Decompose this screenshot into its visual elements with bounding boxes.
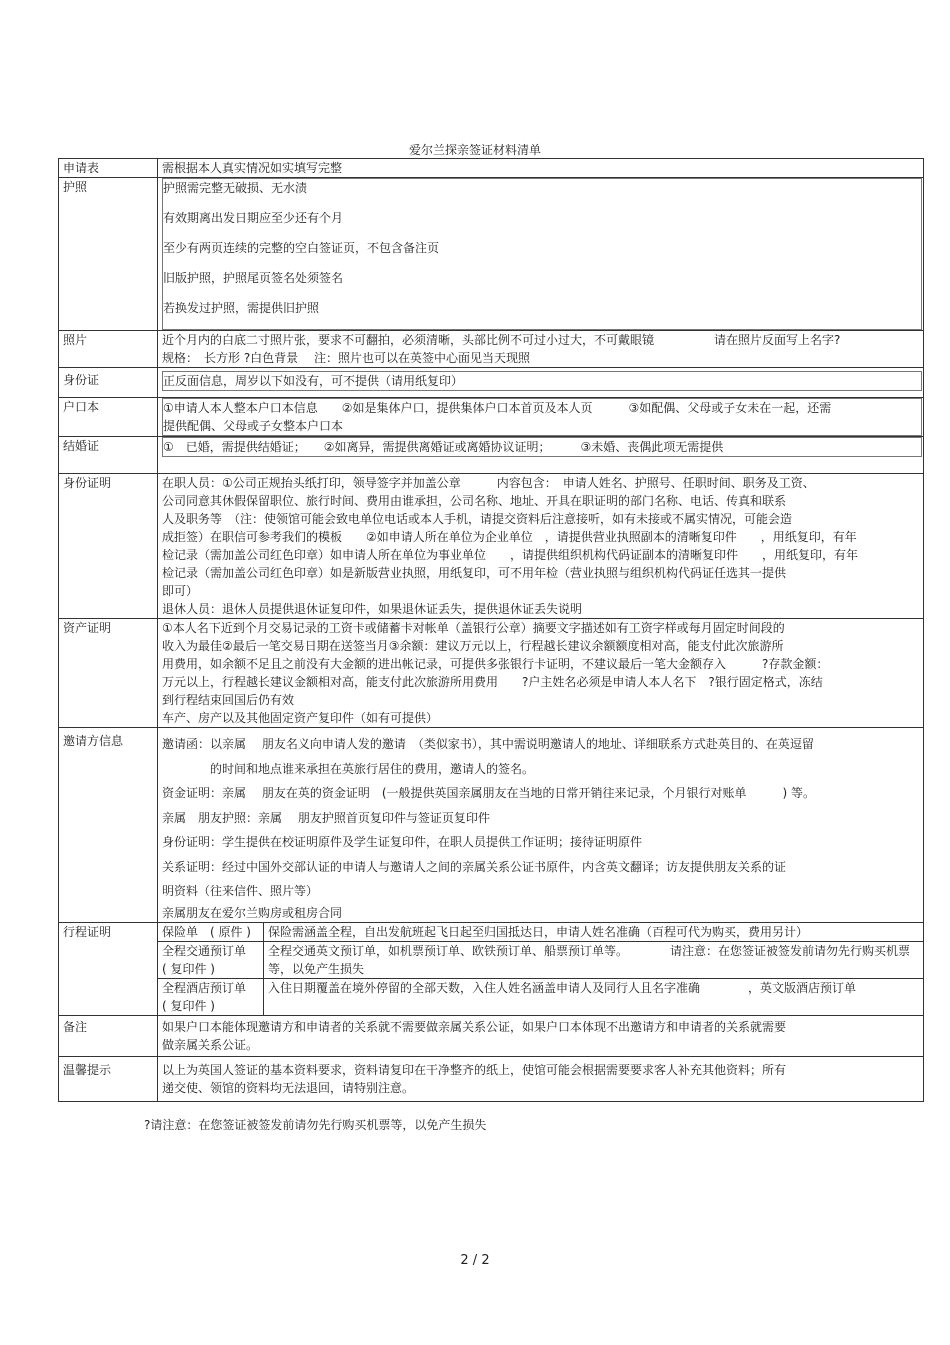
row-label: 身份证	[59, 368, 158, 398]
remarks-line: 如果户口本能体现邀请方和申请者的关系就不需要做亲属关系公证，如果户口本体现不出邀请方和申请者的关系就需要	[162, 1019, 787, 1034]
hukou-line: 提供配偶、父母或子女整本户口本	[163, 419, 344, 433]
row-assets	[59, 619, 924, 728]
assets-line: 车产、房产以及其他固定资产复印件（如有可提供）	[162, 711, 439, 725]
row-label: 申请表	[59, 159, 158, 178]
inviter-line: 亲属 朋友护照：亲属 朋友护照首页复印件与签证页复印件	[162, 810, 490, 825]
row-label: 身份证明	[59, 474, 158, 619]
assets-line: ①本人名下近到个月交易记录的工资卡或储蓄卡对帐单（盖银行公章）摘要文字描述如有工资字样或每月固定时间段的	[162, 621, 785, 635]
idcard-box: 正反面信息，周岁以下如没有，可不提供（请用纸复印）	[162, 371, 922, 391]
row-content	[158, 398, 924, 437]
employment-line: 人及职务等 （注：使领馆可能会致电单位电话或本人手机，请提交资料后注意接听，如有未接或不属实情况，可能会造	[162, 512, 793, 526]
tips-line: 以上为英国人签证的基本资料要求，资料请复印在干净整齐的纸上，使馆可能会根据需要要求客人补充其他资料；所有	[162, 1062, 787, 1077]
employment-line: 即可）	[162, 584, 199, 598]
inviter-line: 资金证明：亲属 朋友在英的资金证明 (一般提供英国亲属朋友在当地的日常开销往来记录，个月银行对账单 ) 等。	[162, 786, 815, 800]
assets-line: 收入为最佳②最后一笔交易日期在送签当月③余额：建议万元以上，行程越长建议余额额度相对高，能支付此次旅游所	[162, 639, 784, 653]
itinerary-item-desc: 全程交通英文预订单，如机票预订单、欧铁预订单、船票预订单等。 请注意：在您签证被签发前请勿先行购买机票等，以免产生损失	[264, 941, 924, 978]
row-content	[158, 1056, 924, 1101]
assets-line: 到行程结束回国后仍有效	[162, 693, 295, 707]
assets-line: 用费用，如余额不足且之前没有大金额的进出帐记录，可提供多张银行卡证明，不建议最后一笔大金额存入 ?存款金额：	[162, 657, 829, 671]
row-content	[158, 368, 924, 398]
row-label: 资产证明	[59, 619, 158, 728]
row-content	[158, 331, 924, 368]
row-passport	[59, 178, 924, 331]
passport-line: 有效期离出发日期应至少还有个月	[163, 211, 344, 225]
row-tips	[59, 1056, 924, 1101]
hukou-box	[162, 398, 922, 436]
passport-line: 若换发过护照，需提供旧护照	[163, 301, 320, 315]
row-employment	[59, 474, 924, 619]
row-content	[158, 728, 924, 923]
inviter-line: 邀请函：以亲属 朋友名义向申请人发的邀请 （类似家书），其中需说明邀请人的地址、详细联系方式赴英目的、在英逗留	[162, 737, 814, 751]
tips-line: 递交使、领馆的资料均无法退回，请特别注意。	[162, 1080, 415, 1095]
employment-line: 检记录（需加盖公司红色印章）如申请人所在单位为事业单位 ，请提供组织机构代码证副本的清晰复印件 ，用纸复印，有年	[162, 548, 859, 562]
row-content	[158, 1015, 924, 1056]
itinerary-subtable	[158, 923, 923, 1015]
photo-line: 规格： 长方形 ?白色背景 注：照片也可以在英签中心面见当天现照	[162, 351, 531, 365]
row-content	[158, 178, 924, 331]
inviter-line: 的时间和地点谁来承担在英旅行居住的费用，邀请人的签名。	[162, 761, 535, 776]
row-label: 户口本	[59, 398, 158, 437]
row-label: 邀请方信息	[59, 728, 158, 923]
row-content: 需根据本人真实情况如实填写完整	[158, 159, 924, 178]
row-inviter	[59, 728, 924, 923]
passport-line: 护照需完整无破损、无水渍	[163, 181, 308, 195]
inviter-line: 关系证明：经过中国外交部认证的申请人与邀请人之间的亲属关系公证书原件，内含英文翻译；访友提供朋友关系的证	[162, 859, 787, 874]
employment-line: 在职人员：①公司正规抬头纸打印，领导签字并加盖公章 内容包含： 申请人姓名、护照号、任职时间、职务及工资、	[162, 476, 815, 490]
inviter-line: 明资料（往来信件、照片等）	[162, 884, 319, 898]
hukou-line: ①申请人本人整本户口本信息 ②如是集体户口，提供集体户口本首页及本人页 ③如配偶、父母或子女未在一起，还需	[163, 401, 832, 415]
row-content	[158, 922, 924, 1015]
row-label: 备注	[59, 1015, 158, 1056]
passport-line: 旧版护照，护照尾页签名处须签名	[163, 271, 344, 285]
itinerary-item	[158, 941, 923, 978]
employment-line: 成拒签）在职信可参考我们的模板 ②如申请人所在单位为企业单位 ，请提供营业执照副本的清晰复印件 ，用纸复印，有年	[162, 530, 857, 544]
assets-line: 万元以上，行程越长建议金额相对高，能支付此次旅游所用费用 ?户主姓名必须是申请人本人名下 ?银行固定格式，冻结	[162, 675, 823, 689]
passport-requirements-box	[162, 178, 922, 330]
materials-table	[58, 158, 924, 1102]
itinerary-item	[158, 978, 923, 1015]
employment-line: 公司同意其休假保留职位、旅行时间、费用由谁承担，公司名称、地址、开具在职证明的部门名称、电话、传真和联系	[162, 494, 787, 508]
row-label: 温馨提示	[59, 1056, 158, 1101]
row-label: 行程证明	[59, 922, 158, 1015]
document-title: 爱尔兰探亲签证材料清单	[408, 143, 541, 157]
row-remarks	[59, 1015, 924, 1056]
row-hukou	[59, 398, 924, 437]
inviter-line: 身份证明：学生提供在校证明原件及学生证复印件，在职人员提供工作证明；接待证明原件	[162, 835, 643, 849]
row-content	[158, 437, 924, 474]
row-label: 结婚证	[59, 437, 158, 474]
itinerary-item-desc: 保险需涵盖全程，自出发航班起飞日起至归国抵达日，申请人姓名准确（百程可代为购买，费用另计）	[264, 923, 924, 942]
photo-line: 近个月内的白底二寸照片张，要求不可翻拍，必须清晰，头部比例不可过小过大，不可戴眼镜 请在照片反面写上名字?	[162, 333, 841, 347]
row-application	[59, 159, 924, 178]
itinerary-item-name: 保险单 ( 原件 )	[158, 923, 264, 942]
row-content	[158, 474, 924, 619]
row-idcard	[59, 368, 924, 398]
footnote: ?请注意：在您签证被签发前请勿先行购买机票等，以免产生损失	[144, 1118, 487, 1132]
itinerary-item	[158, 923, 923, 942]
remarks-line: 做亲属关系公证。	[162, 1037, 259, 1052]
row-photo	[59, 331, 924, 368]
row-marriage	[59, 437, 924, 474]
employment-line: 检记录（需加盖公司红色印章）如是新版营业执照，用纸复印，可不用年检（营业执照与组织机构代码证任选其一提供	[162, 566, 787, 580]
itinerary-item-name: 全程酒店预订单 ( 复印件 )	[158, 978, 264, 1015]
inviter-line: 亲属朋友在爱尔兰购房或租房合同	[162, 905, 343, 920]
passport-line: 至少有两页连续的完整的空白签证页，不包含备注页	[163, 241, 440, 255]
row-content	[158, 619, 924, 728]
itinerary-item-name: 全程交通预订单 ( 复印件 )	[158, 941, 264, 978]
marriage-box: ① 已婚，需提供结婚证； ②如离异，需提供离婚证或离婚协议证明； ③未婚、丧偶此项无需提供	[162, 437, 922, 457]
row-label: 护照	[59, 178, 158, 331]
row-label: 照片	[59, 331, 158, 368]
page-number: 2 / 2	[460, 1253, 490, 1268]
itinerary-item-desc: 入住日期覆盖在境外停留的全部天数，入住人姓名涵盖申请人及同行人且名字准确 ，英文版酒店预订单	[264, 978, 924, 1015]
employment-line: 退休人员：退休人员提供退休证复印件，如果退休证丢失，提供退休证丢失说明	[162, 602, 583, 616]
row-itinerary	[59, 922, 924, 1015]
